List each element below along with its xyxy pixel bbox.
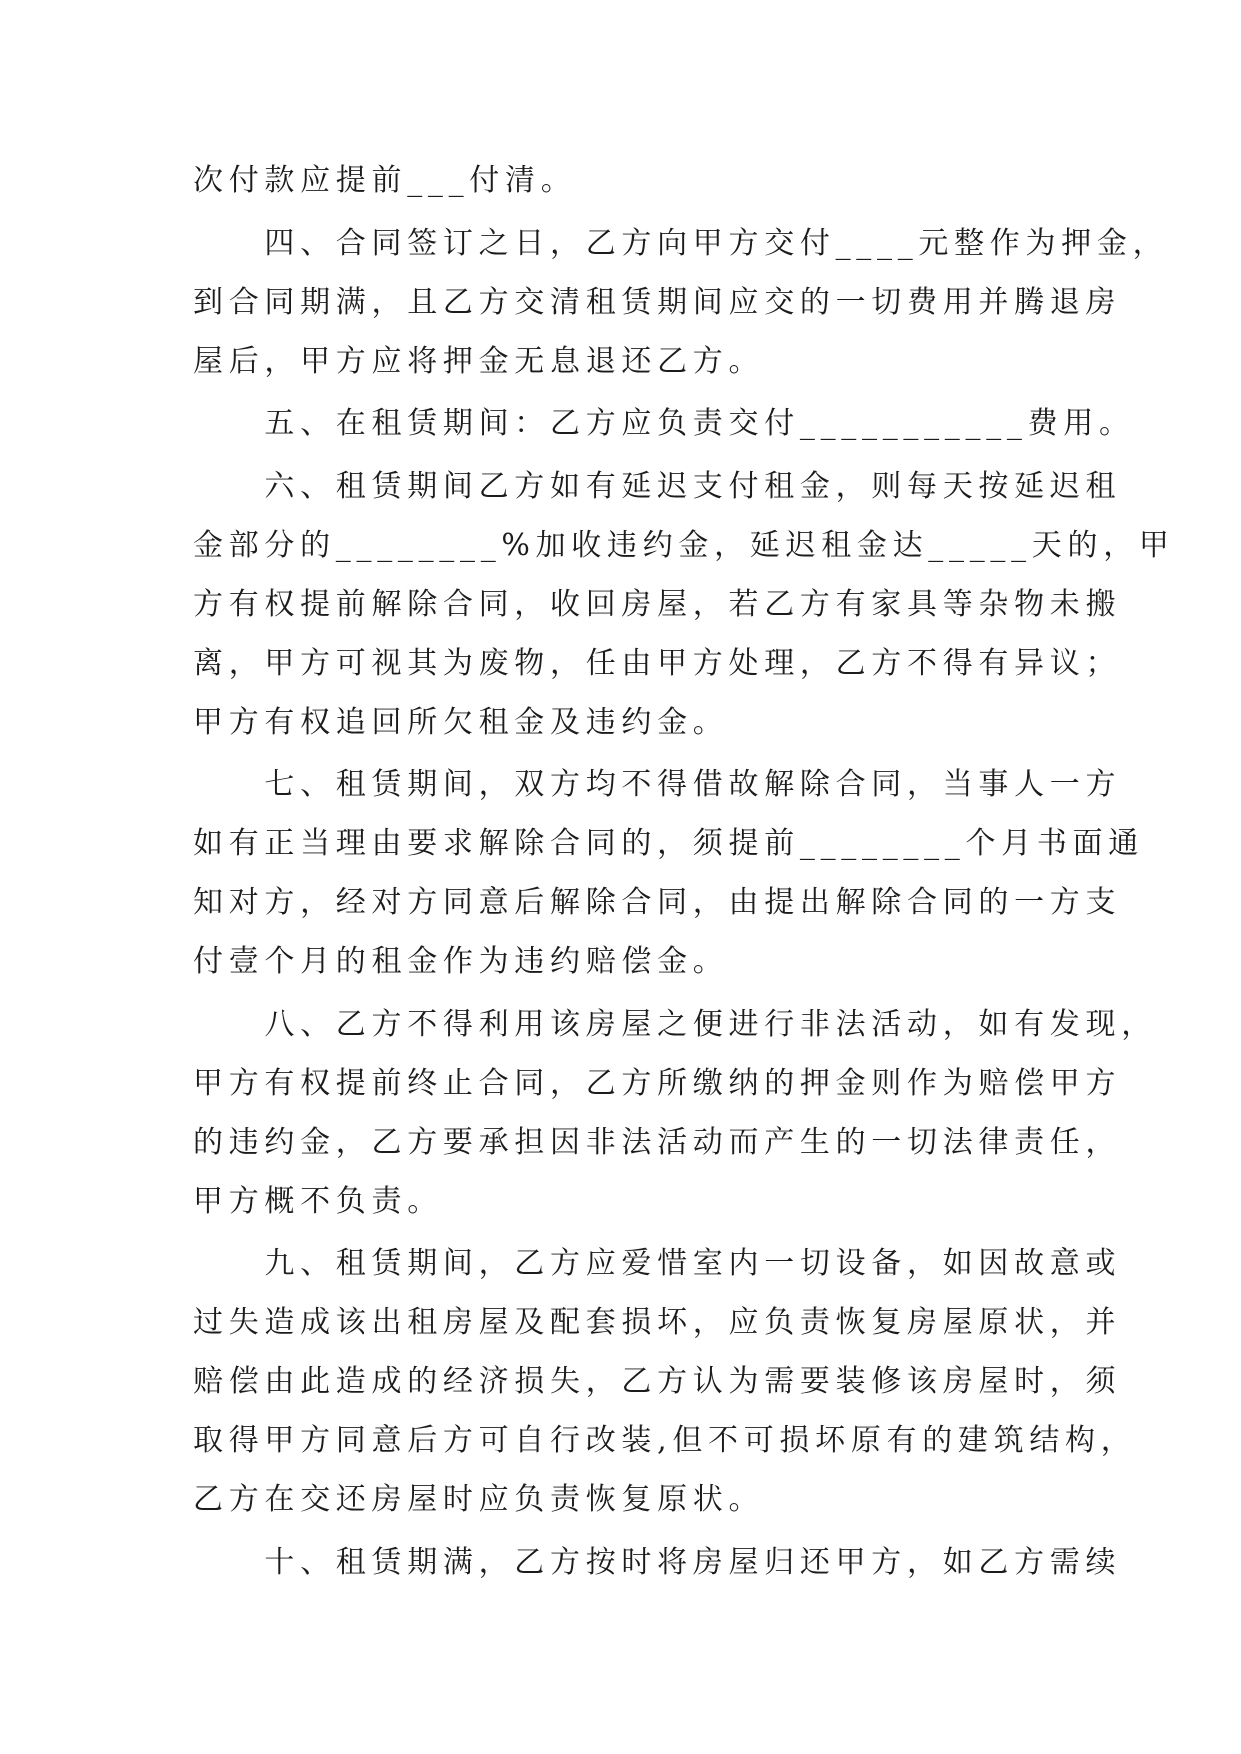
text-line: 赔偿由此造成的经济损失，乙方认为需要装修该房屋时，须	[193, 1364, 1122, 1400]
text-line: 取得甲方同意后方可自行改装,但不可损坏原有的建筑结构，	[193, 1423, 1137, 1459]
text-line: 知对方，经对方同意后解除合同，由提出解除合同的一方支	[193, 885, 1122, 921]
text-line: 方有权提前解除合同，收回房屋，若乙方有家具等杂物未搬	[193, 586, 1122, 622]
text-line: 乙方在交还房屋时应负责恢复原状。	[193, 1481, 765, 1517]
paragraph-6-start: 六、租赁期间乙方如有延迟支付租金，则每天按延迟租	[193, 469, 1122, 505]
document-body	[193, 152, 1175, 1593]
text-line: 屋后，甲方应将押金无息退还乙方。	[193, 343, 765, 379]
text-line: 过失造成该出租房屋及配套损坏，应负责恢复房屋原状，并	[193, 1305, 1122, 1341]
paragraph-10-start: 十、租赁期满，乙方按时将房屋归还甲方，如乙方需续	[193, 1544, 1122, 1580]
paragraph-5-start: 五、在租赁期间：乙方应负责交付___________费用。	[193, 406, 1135, 442]
text-line: 如有正当理由要求解除合同的，须提前________个月书面通	[193, 826, 1144, 862]
text-line: 次付款应提前___付清。	[193, 163, 577, 198]
text-line: 的违约金，乙方要承担因非法活动而产生的一切法律责任，	[193, 1124, 1122, 1160]
paragraph-8-start: 八、乙方不得利用该房屋之便进行非法活动，如有发现，	[193, 1006, 1157, 1042]
text-line: 付壹个月的租金作为违约赔偿金。	[193, 944, 729, 980]
text-line: 到合同期满，且乙方交清租赁期间应交的一切费用并腾退房	[193, 284, 1122, 320]
paragraph-9-start: 九、租赁期间，乙方应爱惜室内一切设备，如因故意或	[193, 1246, 1122, 1282]
text-line: 甲方有权追回所欠租金及违约金。	[193, 704, 729, 740]
paragraph-4-start: 四、合同签订之日，乙方向甲方交付____元整作为押金，	[193, 225, 1169, 261]
text-line: 金部分的________%加收违约金，延迟租金达_____天的，甲	[193, 528, 1175, 564]
text-line: 甲方有权提前终止合同，乙方所缴纳的押金则作为赔偿甲方	[193, 1065, 1122, 1101]
text-line: 甲方概不负责。	[193, 1183, 443, 1219]
text-line: 离，甲方可视其为废物，任由甲方处理，乙方不得有异议；	[193, 645, 1122, 681]
paragraph-7-start: 七、租赁期间，双方均不得借故解除合同，当事人一方	[193, 767, 1122, 803]
